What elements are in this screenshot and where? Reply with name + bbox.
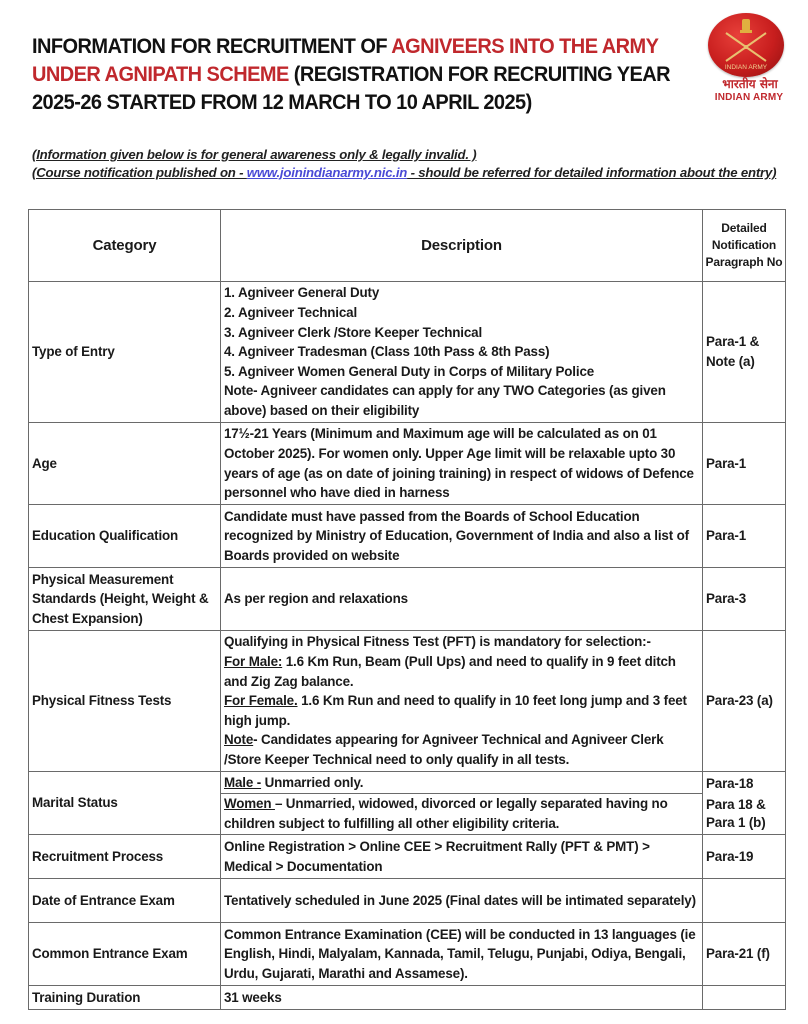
logo-english-text: INDIAN ARMY: [714, 92, 784, 103]
description-cell: As per region and relaxations: [221, 568, 703, 631]
description-cell: 17½-21 Years (Minimum and Maximum age will be calculated as on 01 October 2025). For women only. Upper Age limit will be relaxable upto 30 years of age (as on date of joining training) in respect of widows of Defence personnel who have died in harness: [221, 423, 703, 505]
table-row: [29, 879, 786, 923]
para-cell: Para-3: [703, 568, 786, 631]
category-cell: Type of Entry: [29, 282, 221, 423]
table-header-row: [29, 210, 786, 282]
page-title: [32, 32, 683, 116]
description-cell: Tentatively scheduled in June 2025 (Final dates will be intimated separately): [221, 879, 703, 923]
title-part-2: (REGISTRATION FOR RECRUITING YEAR 2025-26 STARTED FROM 12 MARCH TO 10 APRIL 2025): [32, 62, 671, 114]
header-paragraph: Detailed Notification Paragraph No: [703, 210, 786, 282]
header-description: Description: [221, 210, 703, 282]
description-cell: 1. Agniveer General Duty 2. Agniveer Technical 3. Agniveer Clerk /Store Keeper Technical 4. Agniveer Tradesman (Class 10th Pass & 8th Pass) 5. Agniveer Women General Duty in Corps of Military Police Note- Agniveer candidates can apply for any TWO Categories (as given above) based on their eligibility: [221, 282, 703, 423]
para-cell: Para-19: [703, 835, 786, 879]
description-cell: Online Registration > Online CEE > Recruitment Rally (PFT & PMT) > Medical > Documentation: [221, 835, 703, 879]
para-cell: Para-21 (f): [703, 923, 786, 986]
para-cell: Para-23 (a): [703, 631, 786, 772]
disclaimer-text: (Information given below is for general awareness only & legally invalid. ): [32, 147, 477, 162]
recruitment-info-table: [28, 209, 786, 1010]
disclaimer-notes: [32, 146, 782, 182]
join-indian-army-link[interactable]: www.joinindianarmy.nic.in: [246, 165, 408, 180]
para-cell: Para-1: [703, 423, 786, 505]
course-notification-text: (Course notification published on - www.joinindianarmy.nic.in - should be referred for detailed information about the entry): [32, 165, 777, 180]
para-cell: Para-1 & Note (a): [703, 282, 786, 423]
category-cell: Training Duration: [29, 986, 221, 1010]
table-row: [29, 631, 786, 772]
category-cell: Recruitment Process: [29, 835, 221, 879]
table-row: [29, 282, 786, 423]
description-cell: Candidate must have passed from the Boards of School Education recognized by Ministry of Education, Government of India and also a list of Boards provided on website: [221, 505, 703, 568]
table-row: [29, 568, 786, 631]
category-cell: Physical Fitness Tests: [29, 631, 221, 772]
indian-army-logo: [700, 8, 800, 103]
category-cell: Marital Status: [29, 772, 221, 835]
description-cell: Qualifying in Physical Fitness Test (PFT) is mandatory for selection:- For Male: 1.6 Km Run, Beam (Pull Ups) and need to qualify in 9 feet ditch and Zig Zag balance. For Female. 1.6 Km Run and need to qualify in 10 feet long jump and 3 feet high jump. Note- Candidates appearing for Agniveer Technical and Agniveer Clerk /Store Keeper Technical need to only qualify in all tests.: [221, 631, 703, 772]
description-cell: Common Entrance Examination (CEE) will be conducted in 13 languages (ie English, Hindi, Malyalam, Kannada, Tamil, Telugu, Punjabi, Odiya, Bengali, Urdu, Gujarati, Marathi and Assamese).: [221, 923, 703, 986]
header-category: Category: [29, 210, 221, 282]
document-header: [32, 32, 682, 116]
category-cell: Physical Measurement Standards (Height, Weight & Chest Expansion): [29, 568, 221, 631]
para-cell: [703, 986, 786, 1010]
table-row: [29, 986, 786, 1010]
svg-text:INDIAN ARMY: INDIAN ARMY: [724, 64, 768, 71]
logo-hindi-text: भारतीय सेना: [722, 77, 778, 91]
title-highlight: AGNIVEERS INTO THE ARMY UNDER AGNIPATH SCHEME: [32, 34, 659, 86]
table-row: [29, 772, 786, 835]
para-cell: [703, 879, 786, 923]
para-cell: Para-18 Para 18 & Para 1 (b): [703, 772, 786, 835]
category-cell: Common Entrance Exam: [29, 923, 221, 986]
para-cell: Para-1: [703, 505, 786, 568]
table-row: [29, 505, 786, 568]
table-row: [29, 835, 786, 879]
indian-army-emblem-icon: [708, 13, 784, 77]
category-cell: Date of Entrance Exam: [29, 879, 221, 923]
category-cell: Age: [29, 423, 221, 505]
category-cell: Education Qualification: [29, 505, 221, 568]
table-row: [29, 923, 786, 986]
table-row: [29, 423, 786, 505]
description-cell: Male - Unmarried only. Women – Unmarried, widowed, divorced or legally separated having no children subject to fulfilling all other eligibility criteria.: [221, 772, 703, 835]
description-cell: 31 weeks: [221, 986, 703, 1010]
title-part-1: INFORMATION FOR RECRUITMENT OF: [32, 34, 392, 58]
